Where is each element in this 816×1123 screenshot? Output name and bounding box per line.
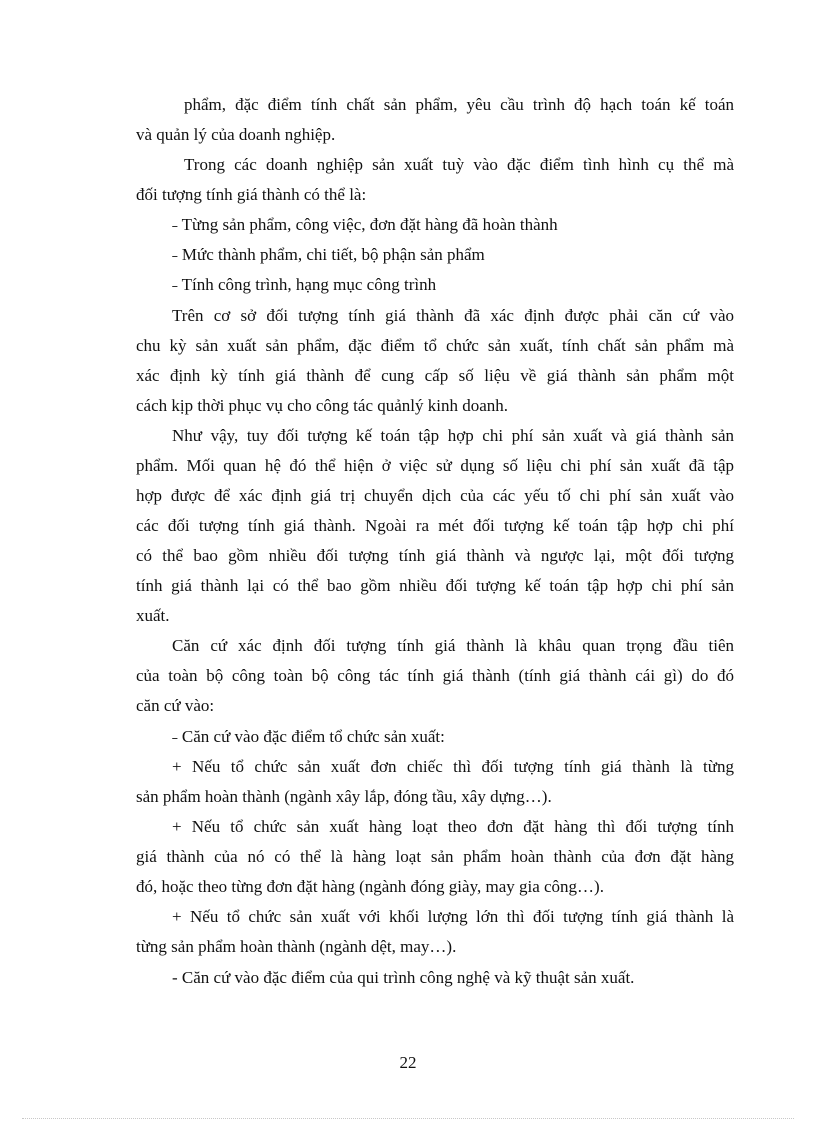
page-bottom-rule (22, 1118, 794, 1119)
text-line: cách kịp thời phục vụ cho công tác quảnlý kinh doanh. (136, 396, 509, 415)
text-line: từng sản phẩm hoàn thành (ngành dệt, may…). (136, 937, 457, 956)
text-line: + Nếu tổ chức sản xuất với khối lượng lớn thì đối tượng tính giá thành là (172, 907, 734, 926)
text-line: + Nếu tổ chức sản xuất đơn chiếc thì đối tượng tính giá thành là từng (172, 757, 734, 776)
text-line: giá thành của nó có thể là hàng loạt sản phẩm hoàn thành của đơn đặt hàng (136, 847, 734, 866)
text-line: xuất. (136, 606, 170, 625)
text-line: hợp được để xác định giá trị chuyển dịch của các yếu tố chi phí sản xuất vào (136, 486, 734, 505)
text-line: và quản lý của doanh nghiệp. (136, 125, 336, 144)
text-line: có thể bao gồm nhiều đối tượng tính giá thành và ngược lại, một đối tượng (136, 546, 734, 565)
text-line: Trên cơ sở đối tượng tính giá thành đã xác định được phải căn cứ vào (172, 306, 734, 325)
text-line: đối tượng tính giá thành có thể là: (136, 185, 367, 204)
text-line: tính giá thành lại có thể bao gồm nhiều đối tượng kế toán tập hợp chi phí sản (136, 576, 734, 595)
list-item: ˗ Tính công trình, hạng mục công trình (172, 275, 437, 294)
text-line: Trong các doanh nghiệp sản xuất tuỳ vào đặc điểm tình hình cụ thể mà (184, 155, 734, 174)
text-line: của toàn bộ công toàn bộ công tác tính giá thành (tính giá thành cái gì) do đó (136, 666, 734, 685)
text-line: chu kỳ sản xuất sản phẩm, đặc điểm tổ chức sản xuất, tính chất sản phẩm mà (136, 336, 734, 355)
text-line: + Nếu tổ chức sản xuất hàng loạt theo đơn đặt hàng thì đối tượng tính (172, 817, 734, 836)
text-line: các đối tượng tính giá thành. Ngoài ra mét đối tượng kế toán tập hợp chi phí (136, 516, 734, 535)
text-line: xác định kỳ tính giá thành để cung cấp số liệu về giá thành sản phẩm một (136, 366, 734, 385)
list-item: ˗ Từng sản phẩm, công việc, đơn đặt hàng đã hoàn thành (172, 215, 558, 234)
text-line: Căn cứ xác định đối tượng tính giá thành là khâu quan trọng đầu tiên (172, 636, 734, 655)
text-line: Như vậy, tuy đối tượng kế toán tập hợp chi phí sản xuất và giá thành sản (172, 426, 734, 445)
text-line: sản phẩm hoàn thành (ngành xây lắp, đóng tầu, xây dựng…). (136, 787, 552, 806)
text-line: phẩm. Mối quan hệ đó thể hiện ở việc sử dụng số liệu chi phí sản xuất đã tập (136, 456, 734, 475)
text-line: căn cứ vào: (136, 696, 215, 715)
list-item: ˗ Mức thành phẩm, chi tiết, bộ phận sản phẩm (172, 245, 485, 264)
text-line: đó, hoặc theo từng đơn đặt hàng (ngành đóng giày, may gia công…). (136, 877, 604, 896)
page-number: 22 (399, 1053, 417, 1072)
list-item: ˗ Căn cứ vào đặc điểm tổ chức sản xuất: (172, 727, 445, 746)
text-line: phẩm, đặc điểm tính chất sản phẩm, yêu cầu trình độ hạch toán kế toán (184, 95, 734, 114)
text-line: - Căn cứ vào đặc điểm của qui trình công nghệ và kỹ thuật sản xuất. (172, 968, 635, 987)
